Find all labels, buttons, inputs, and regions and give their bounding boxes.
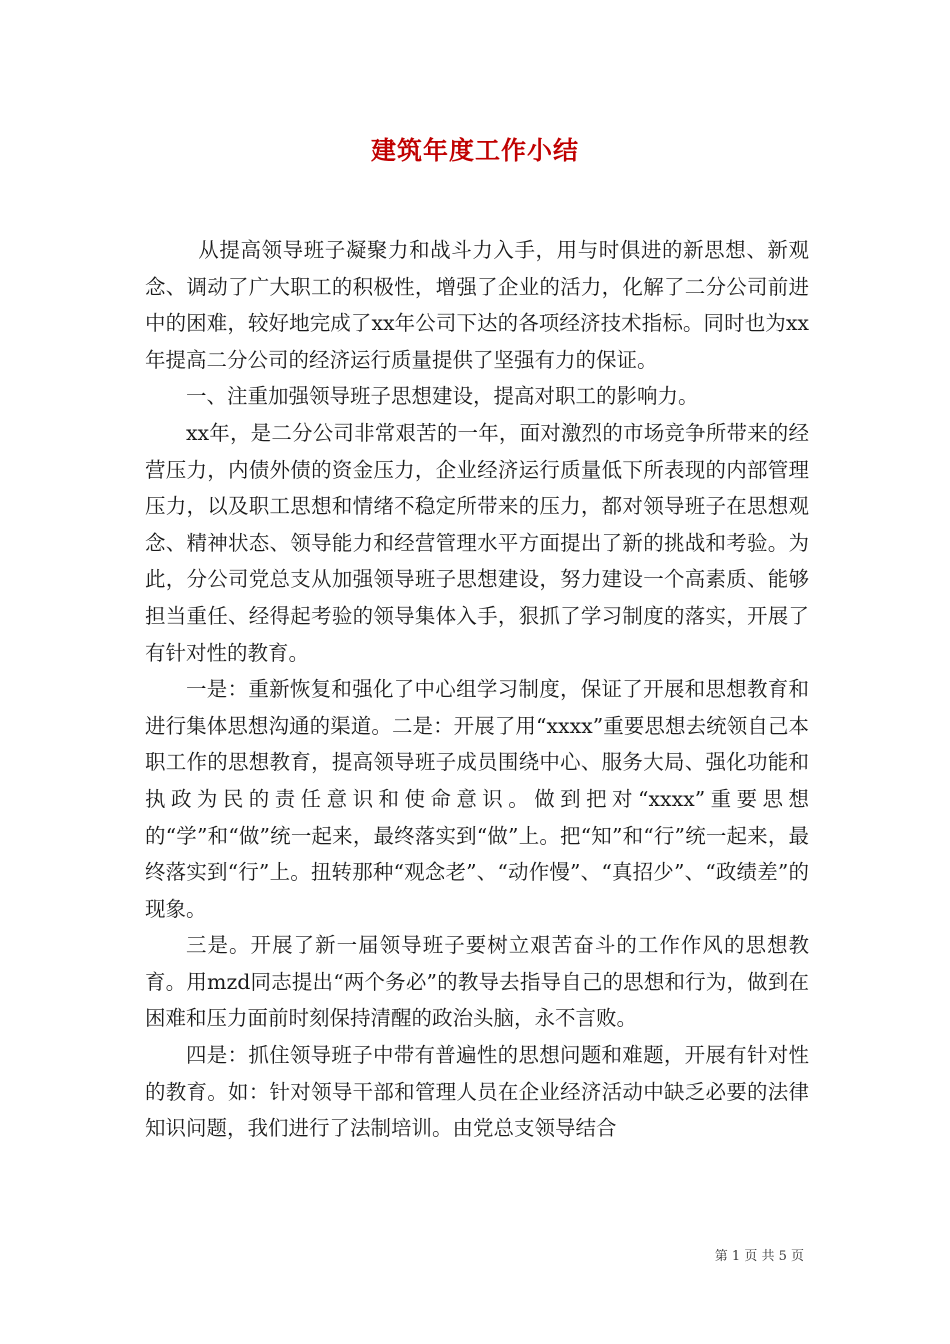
paragraph-item-three: 三是。开展了新一届领导班子要树立艰苦奋斗的工作作风的思想教育。用mzd同志提出“两个务必”的教导去指导自己的思想和行为，做到在困难和压力面前时刻保持清醒的政治头脑，永不言败。: [145, 933, 809, 1031]
paragraph-item-four: 四是：抓住领导班子中带有普遍性的思想问题和难题，开展有针对性的教育。如：针对领导干部和管理人员在企业经济活动中缺乏必要的法律知识问题，我们进行了法制培训。由党总支领导结合: [145, 1043, 809, 1141]
page-number: 第 1 页 共 5 页: [714, 1249, 804, 1264]
paragraph-intro: 从提高领导班子凝聚力和战斗力入手，用与时俱进的新思想、新观念、调动了广大职工的积极性，增强了企业的活力，化解了二分公司前进中的困难，较好地完成了xx年公司下达的各项经济技术指标。同时也为xx年提高二分公司的经济运行质量提供了坚强有力的保证。: [145, 238, 809, 372]
paragraph-items-one-two: 一是：重新恢复和强化了中心组学习制度，保证了开展和思想教育和进行集体思想沟通的渠道。二是：开展了用“xxxx”重要思想去统领自己本职工作的思想教育，提高领导班子成员围绕中心、服务大局、强化功能和执政为民的责任意识和使命意识。做到把对“xxxx”重要思想的“学”和“做”统一起来，最终落实到“做”上。把“知”和“行”统一起来，最终落实到“行”上。扭转那种“观念老”、“动作慢”、“真招少”、“政绩差”的现象。: [145, 677, 809, 921]
document-title: 建筑年度工作小结: [370, 136, 579, 165]
paragraph-year-context: xx年，是二分公司非常艰苦的一年，面对激烈的市场竞争所带来的经营压力，内债外债的资金压力，企业经济运行质量低下所表现的内部管理压力，以及职工思想和情绪不稳定所带来的压力，都对领导班子在思想观念、精神状态、领导能力和经营管理水平方面提出了新的挑战和考验。为此，分公司党总支从加强领导班子思想建设，努力建设一个高素质、能够担当重任、经得起考验的领导集体入手，狠抓了学习制度的落实，开展了有针对性的教育。: [145, 420, 809, 665]
document-body: [145, 232, 809, 1147]
paragraph-section-heading: 一、注重加强领导班子思想建设，提高对职工的影响力。: [186, 384, 699, 409]
